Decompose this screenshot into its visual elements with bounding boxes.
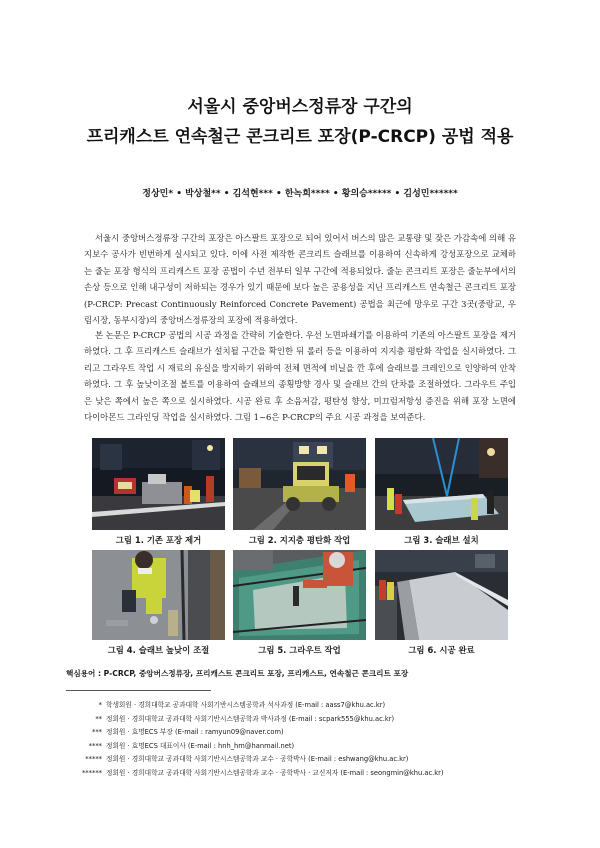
footnote-mark: ******: [81, 768, 102, 777]
figure-6-photo: [375, 550, 508, 640]
footnote-text: 학생회원 · 경희대학교 공과대학 사회기반시스템공학과 석사과정 (E-mail : aass7@khu.ac.kr): [106, 701, 386, 709]
figure-3: [375, 438, 508, 546]
figure-2: [233, 438, 366, 546]
figure-2-photo: [233, 438, 366, 530]
footnote: [66, 753, 536, 767]
footnote-mark: *****: [85, 755, 102, 764]
figure-4: [92, 550, 225, 656]
footnote-text: 정회원 · 경희대학교 공과대학 사회기반시스템공학과 교수 · 공학박사 (E-mail : eshwang@khu.ac.kr): [106, 755, 409, 764]
footnote-mark: ****: [88, 741, 102, 750]
footnote-mark: ***: [91, 728, 102, 737]
footnote-text: 정회원 · 경희대학교 공과대학 사회기반시스템공학과 박사과정 (E-mail : scpark555@khu.ac.kr): [106, 714, 395, 723]
footnote-text: 정회원 · 효명ECS 부장 (E-mail : ramyun09@naver.com): [106, 728, 284, 737]
figure-1: [92, 438, 225, 546]
figure-6: [375, 550, 508, 656]
keywords: 핵심용어 : P-CRCP, 중앙버스정류장, 프리캐스트 콘크리트 포장, 프리캐스트, 연속철근 콘크리트 포장: [66, 669, 409, 678]
footnote-text: 정회원 · 효명ECS 대표이사 (E-mail : hnh_hm@hanmail.net): [106, 741, 295, 750]
footnote: [66, 713, 536, 727]
title-line-2: 프리캐스트 연속철근 콘크리트 포장(P-CRCP) 공법 적용: [86, 127, 514, 147]
figure-4-caption: 그림 4. 슬래브 높낮이 조절: [107, 645, 210, 655]
footnote: [66, 726, 536, 740]
figure-5: [233, 550, 366, 656]
figure-3-photo: [375, 438, 508, 530]
figure-6-caption: 그림 6. 시공 완료: [408, 645, 475, 655]
footnote: [66, 740, 536, 754]
figure-1-caption: 그림 1. 기존 포장 제거: [115, 535, 202, 545]
author-list: 정상민* • 박상철** • 김석현*** • 한녹희**** • 황의승***** • 김성민******: [142, 189, 458, 199]
footnote: [66, 699, 536, 713]
figure-5-caption: 그림 5. 그라우트 작업: [258, 645, 341, 655]
body-paragraph-2: 본 논문은 P-CRCP 공법의 시공 과정을 간략히 기술한다. 우선 노면파쇄기를 이용하여 기존의 아스팔트 포장을 제거하였다. 그 후 프리캐스트 슬래브가 설치될 구간을 확인한 뒤 롤러 등을 이용하여 지지층 평탄화 작업을 실시하였다. 그리고 그라우트 작업 시 재료의 유실을 방지하기 위하여 전체 면적에 비닐을 깐 후에 슬래브를 크레인으로 인양하여 안착하였다. 그 후 높낮이조절 볼트를 이용하여 슬래브의 종횡방향 경사 및 슬래브 간의 단차를 조절하였다. 그라우트 주입은 낮은 쪽에서 높은 쪽으로 실시하였다. 시공 완료 후 소음저감, 평탄성 향상, 미끄럼저항성 증진을 위해 포장 노면에 다이아몬드 그라인딩 작업을 실시하였다. 그림 1~6은 P-CRCP의 주요 시공 과정을 보여준다.: [84, 330, 516, 423]
footnote: [66, 767, 536, 781]
footnote-mark: *: [98, 701, 102, 709]
footnote-divider: [66, 690, 211, 691]
figure-4-photo: [92, 550, 225, 640]
figure-3-caption: 그림 3. 슬래브 설치: [404, 535, 479, 545]
figure-5-photo: [233, 550, 366, 640]
figure-1-photo: [92, 438, 225, 530]
footnote-mark: **: [95, 714, 102, 723]
figure-2-caption: 그림 2. 지지층 평탄화 작업: [248, 535, 351, 545]
body-paragraph-1: 서울시 중앙버스정류장 구간의 포장은 아스팔트 포장으로 되어 있어서 버스의 많은 교통량 및 잦은 가감속에 의해 유지보수 공사가 빈번하게 실시되고 있다. 이에 사전 제작한 콘크리트 슬래브를 이용하여 신속하게 강성포장으로 교체하는 줄눈 포장 형식의 프리캐스트 포장 공법이 수년 전부터 일부 구간에 적용되었다. 줄눈 콘크리트 포장은 줄눈부에서의 손상 등으로 인해 내구성이 저하되는 경우가 있기 때문에 보다 높은 공용성을 지닌 프리캐스트 연속철근 콘크리트 포장(P-CRCP: Precast Continuously Reinforced Concrete Pavement) 공법을 최근에 망우로 구간 3곳(중랑교, 우림시장, 동부시장)의 중앙버스정류장의 포장에 적용하였다.: [84, 233, 516, 326]
title-line-1: 서울시 중앙버스정류장 구간의: [187, 97, 413, 117]
footnotes: [66, 699, 536, 781]
footnote-text: 정회원 · 경희대학교 공과대학 사회기반시스템공학과 교수 · 공학박사 · 교신저자 (E-mail : seongmin@khu.ac.kr): [106, 768, 444, 777]
